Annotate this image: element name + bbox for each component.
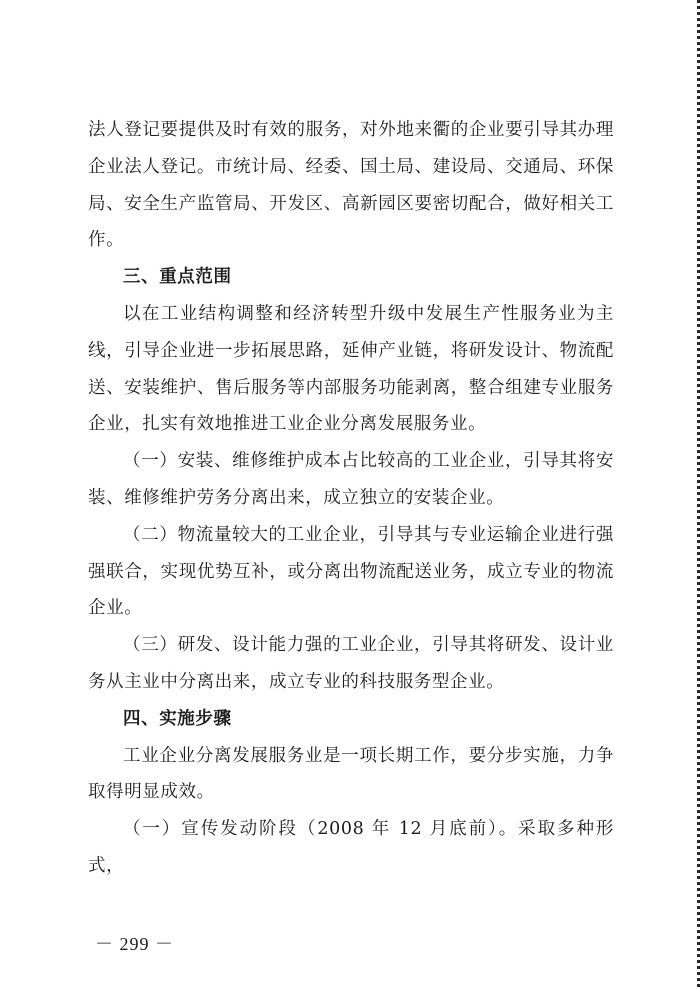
paragraph-main-line: 以在工业结构调整和经济转型升级中发展生产性服务业为主线，引导企业进一步拓展思路，延伸产业链，将研发设计、物流配送、安装维护、售后服务等内部服务功能剥离，整合组建专业服务企业，扎实有效地推进工业企业分离发展服务业。 [88, 303, 614, 435]
paragraph-item-2-logistics: （二）物流量较大的工业企业，引导其与专业运输企业进行强强联合，实现优势互补，或分离出物流配送业务，成立专业的物流企业。 [88, 524, 614, 619]
paragraph-stage-1: （一）宣传发动阶段（2008 年 12 月底前）。采取多种形式， [88, 819, 614, 876]
paragraph-implementation-intro: 工业企业分离发展服务业是一项长期工作，要分步实施，力争取得明显成效。 [88, 745, 614, 803]
section-heading-implementation-steps: 四、实施步骤 [123, 708, 232, 729]
document-body [88, 112, 614, 885]
page-number: － 299 － [95, 934, 174, 954]
paragraph-continuation: 法人登记要提供及时有效的服务，对外地来衢的企业要引导其办理企业法人登记。市统计局、经委、国土局、建设局、交通局、环保局、安全生产监管局、开发区、高新园区要密切配合，做好相关工作。 [88, 120, 614, 251]
section-heading-key-scope: 三、重点范围 [123, 267, 232, 288]
paragraph-item-3-research: （三）研发、设计能力强的工业企业，引导其将研发、设计业务从主业中分离出来，成立专业的科技服务型企业。 [88, 635, 614, 692]
paragraph-item-1-installation: （一）安装、维修维护成本占比较高的工业企业，引导其将安装、维修维护劳务分离出来，成立独立的安装企业。 [88, 451, 614, 508]
